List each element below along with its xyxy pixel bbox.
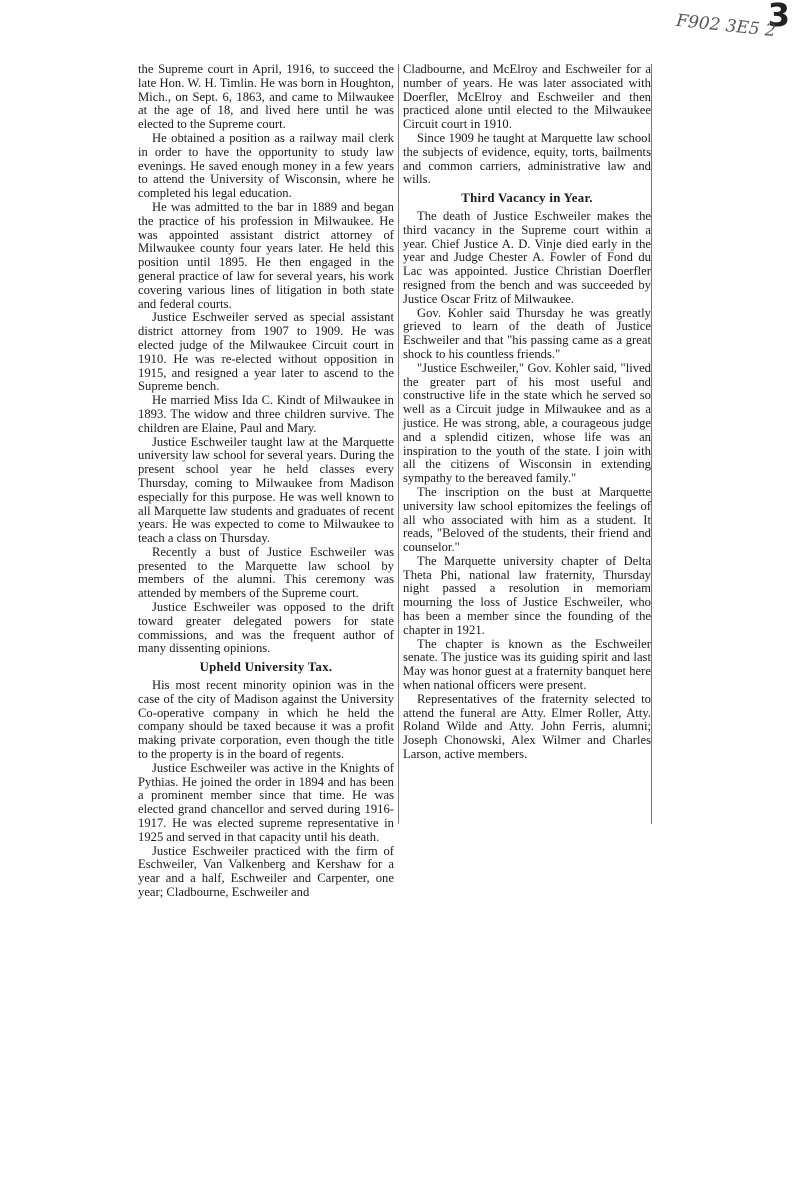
article-paragraph: Justice Eschweiler served as special assistant district attorney from 1907 to 1909. He was elected judge of the Milwaukee Circuit court in 1910. He was re-elected without opposition in 1915, and resigned a year later to ascend to the Supreme bench.	[138, 310, 394, 394]
article-paragraph: The chapter is known as the Eschweiler senate. The justice was its guiding spirit and last May was honor guest at a fraternity banquet here when national officers were present.	[403, 636, 651, 693]
article-paragraph: He was admitted to the bar in 1889 and began the practice of his profession in Milwaukee. He was appointed assistant district attorney of Milwaukee county four years later. He held this position until 1895. He then engaged in the general practice of law for several years, his work covering various lines of litigation in both state and federal courts.	[138, 199, 394, 311]
section-heading: Upheld University Tax.	[199, 660, 333, 675]
article-paragraph: Justice Eschweiler was active in the Knights of Pythias. He joined the order in 1894 and has been a prominent member since that time. He was elected grand chancellor and served during 1916-1917. He was elected supreme representative in 1925 and served in that capacity until his death.	[138, 760, 394, 844]
article-paragraph: Recently a bust of Justice Eschweiler was presented to the Marquette law school by members of the alumni. This ceremony was attended by members of the Supreme court.	[138, 544, 394, 601]
handwritten-catalog-mark: F902 3E5 2	[675, 10, 777, 42]
article-column-left	[138, 63, 394, 900]
article-paragraph: Representatives of the fraternity selected to attend the funeral are Atty. Elmer Roller, Atty. Roland Wilde and Atty. John Ferris, alumni; Joseph Chonowski, Alex Wilmer and Charles Larson, active members.	[403, 691, 651, 762]
article-paragraph: The Marquette university chapter of Delta Theta Phi, national law fraternity, Thursday night passed a resolution in memoriam mourning the loss of Justice Eschweiler, who has been a member since the founding of the chapter in 1921.	[403, 553, 651, 637]
article-paragraph: His most recent minority opinion was in the case of the city of Madison against the University Co-operative company in which he held the company should be taxed because it was a profit making private corporation, even though the title to the property is in the board of regents.	[138, 678, 394, 762]
article-paragraph: He obtained a position as a railway mail clerk in order to have the opportunity to study law evenings. He saved enough money in a few years to attend the University of Wisconsin, where he completed his legal education.	[138, 130, 394, 201]
article-paragraph: Justice Eschweiler was opposed to the drift toward greater delegated powers for state commissions, and was the frequent author of many dissenting opinions.	[138, 600, 394, 656]
page-number: 3	[767, 0, 790, 34]
article-paragraph: Gov. Kohler said Thursday he was greatly grieved to learn of the death of Justice Eschweiler and that "his passing came as a great shock to his countless friends."	[403, 305, 651, 361]
article-paragraph: Justice Eschweiler practiced with the firm of Eschweiler, Van Valkenberg and Kershaw for a year and a half, Eschweiler and Carpenter, one year; Cladbourne, Eschweiler and	[138, 843, 394, 900]
article-paragraph: Justice Eschweiler taught law at the Marquette university law school for several years. During the present school year he held classes every Thursday, coming to Milwaukee from Madison especially for this purpose. He was well known to all Marquette law students and graduates of recent years. He was expected to come to Milwaukee to teach a class on Thursday.	[138, 434, 394, 546]
article-column-right	[403, 63, 651, 762]
article-paragraph: "Justice Eschweiler," Gov. Kohler said, "lived the greater part of his most useful and constructive life in the state which he served so well as a Circuit judge in Milwaukee and as a justice. He was strong, able, a courageous judge and a splendid citizen, whose life was an inspiration to the youth of the state. I join with all the citizens of Wisconsin in extending sympathy to the bereaved family."	[403, 360, 651, 486]
article-paragraph: The death of Justice Eschweiler makes the third vacancy in the Supreme court within a year. Chief Justice A. D. Vinje died early in the year and Judge Chester A. Fowler of Fond du Lac was appointed. Justice Christian Doerfler resigned from the bench and was succeeded by Justice Oscar Fritz of Milwaukee.	[403, 208, 651, 306]
column-divider	[651, 64, 652, 824]
column-divider	[398, 64, 399, 824]
article-paragraph: The inscription on the bust at Marquette university law school epitomizes the feelings of all who associated with him as a student. It reads, "Beloved of the students, their friend and counselor."	[403, 484, 651, 555]
article-paragraph: He married Miss Ida C. Kindt of Milwaukee in 1893. The widow and three children survive. The children are Elaine, Paul and Mary.	[138, 393, 394, 435]
article-paragraph: the Supreme court in April, 1916, to succeed the late Hon. W. H. Timlin. He was born in Houghton, Mich., on Sept. 6, 1863, and came to Milwaukee at the age of 18, and lived here until he was elected to the Supreme court.	[138, 62, 394, 132]
section-heading: Third Vacancy in Year.	[461, 191, 593, 206]
article-paragraph: Cladbourne, and McElroy and Eschweiler for a number of years. He was later associated with Doerfler, McElroy and Eschweiler and then practiced alone until elected to the Milwaukee Circuit court in 1910.	[403, 62, 651, 132]
article-paragraph: Since 1909 he taught at Marquette law school the subjects of evidence, equity, torts, bailments and common carriers, administrative law and wills.	[403, 130, 651, 187]
